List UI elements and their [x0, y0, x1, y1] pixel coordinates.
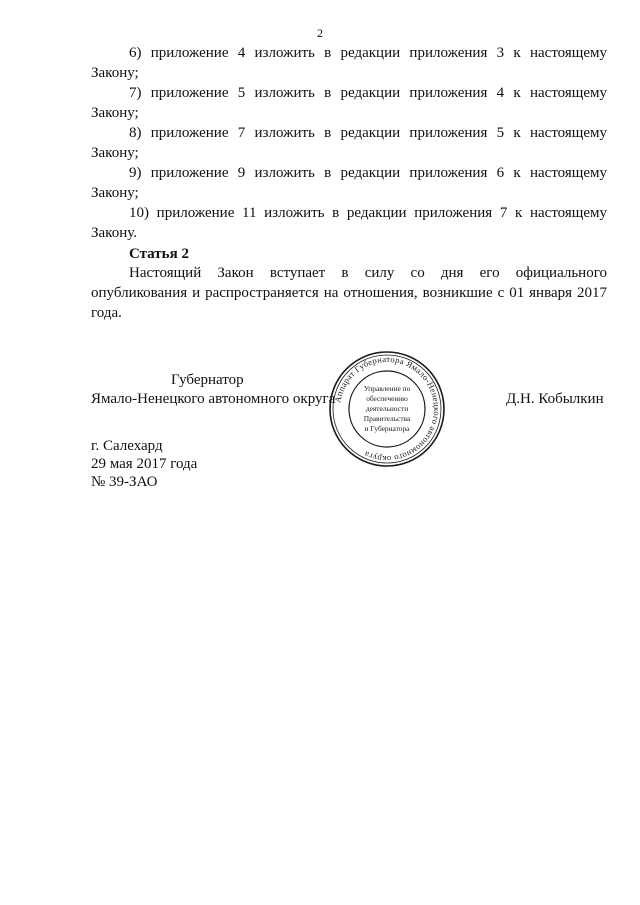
amendment-item [91, 83, 607, 123]
article-body [91, 263, 607, 323]
seal-outer-text: Аппарат Губернатора Ямало-Ненецкого автономного округа [332, 353, 443, 465]
amendment-item-text: 10) приложение 11 изложить в редакции приложения 7 к настоящему [129, 205, 607, 221]
amendment-item-text: 8) приложение 7 изложить в редакции приложения 5 к настоящему [129, 125, 607, 141]
signatory-region: Ямало-Ненецкого автономного округа [91, 391, 336, 407]
date: 29 мая 2017 года [91, 456, 198, 472]
amendment-item-tail: Закону; [91, 185, 139, 201]
law-number: № 39-ЗАО [91, 474, 158, 490]
amendment-item-text: 9) приложение 9 изложить в редакции приложения 6 к настоящему [129, 165, 607, 181]
amendment-item-text: 6) приложение 4 изложить в редакции приложения 3 к настоящему [129, 45, 607, 61]
article-heading: Статья 2 [129, 246, 189, 262]
seal-line: Правительства [363, 414, 411, 423]
amendment-list [91, 43, 607, 243]
amendment-item-text: 7) приложение 5 изложить в редакции приложения 4 к настоящему [129, 85, 607, 101]
seal-line: обеспечению [366, 394, 408, 403]
seal-line: Управление по [363, 384, 411, 393]
amendment-item [91, 43, 607, 83]
signatory-title: Губернатор [171, 372, 244, 388]
amendment-item [91, 163, 607, 203]
amendment-item [91, 123, 607, 163]
amendment-item-tail: Закону. [91, 225, 137, 241]
amendment-item-tail: Закону; [91, 145, 139, 161]
seal-icon [327, 349, 447, 469]
signatory-name: Д.Н. Кобылкин [506, 391, 604, 407]
seal-line: и Губернатора [364, 424, 410, 433]
article-text: Настоящий Закон вступает в силу со дня его официального опубликования и распространяется на отношения, возникшие с 01 января 2017 года. [91, 265, 607, 321]
place: г. Салехард [91, 438, 163, 454]
seal-line: деятельности [365, 404, 409, 413]
amendment-item-tail: Закону; [91, 105, 139, 121]
place-and-date [91, 437, 197, 491]
official-seal [327, 349, 447, 469]
page-number: 2 [317, 26, 323, 40]
amendment-item-tail: Закону; [91, 65, 139, 81]
amendment-item [91, 203, 607, 243]
